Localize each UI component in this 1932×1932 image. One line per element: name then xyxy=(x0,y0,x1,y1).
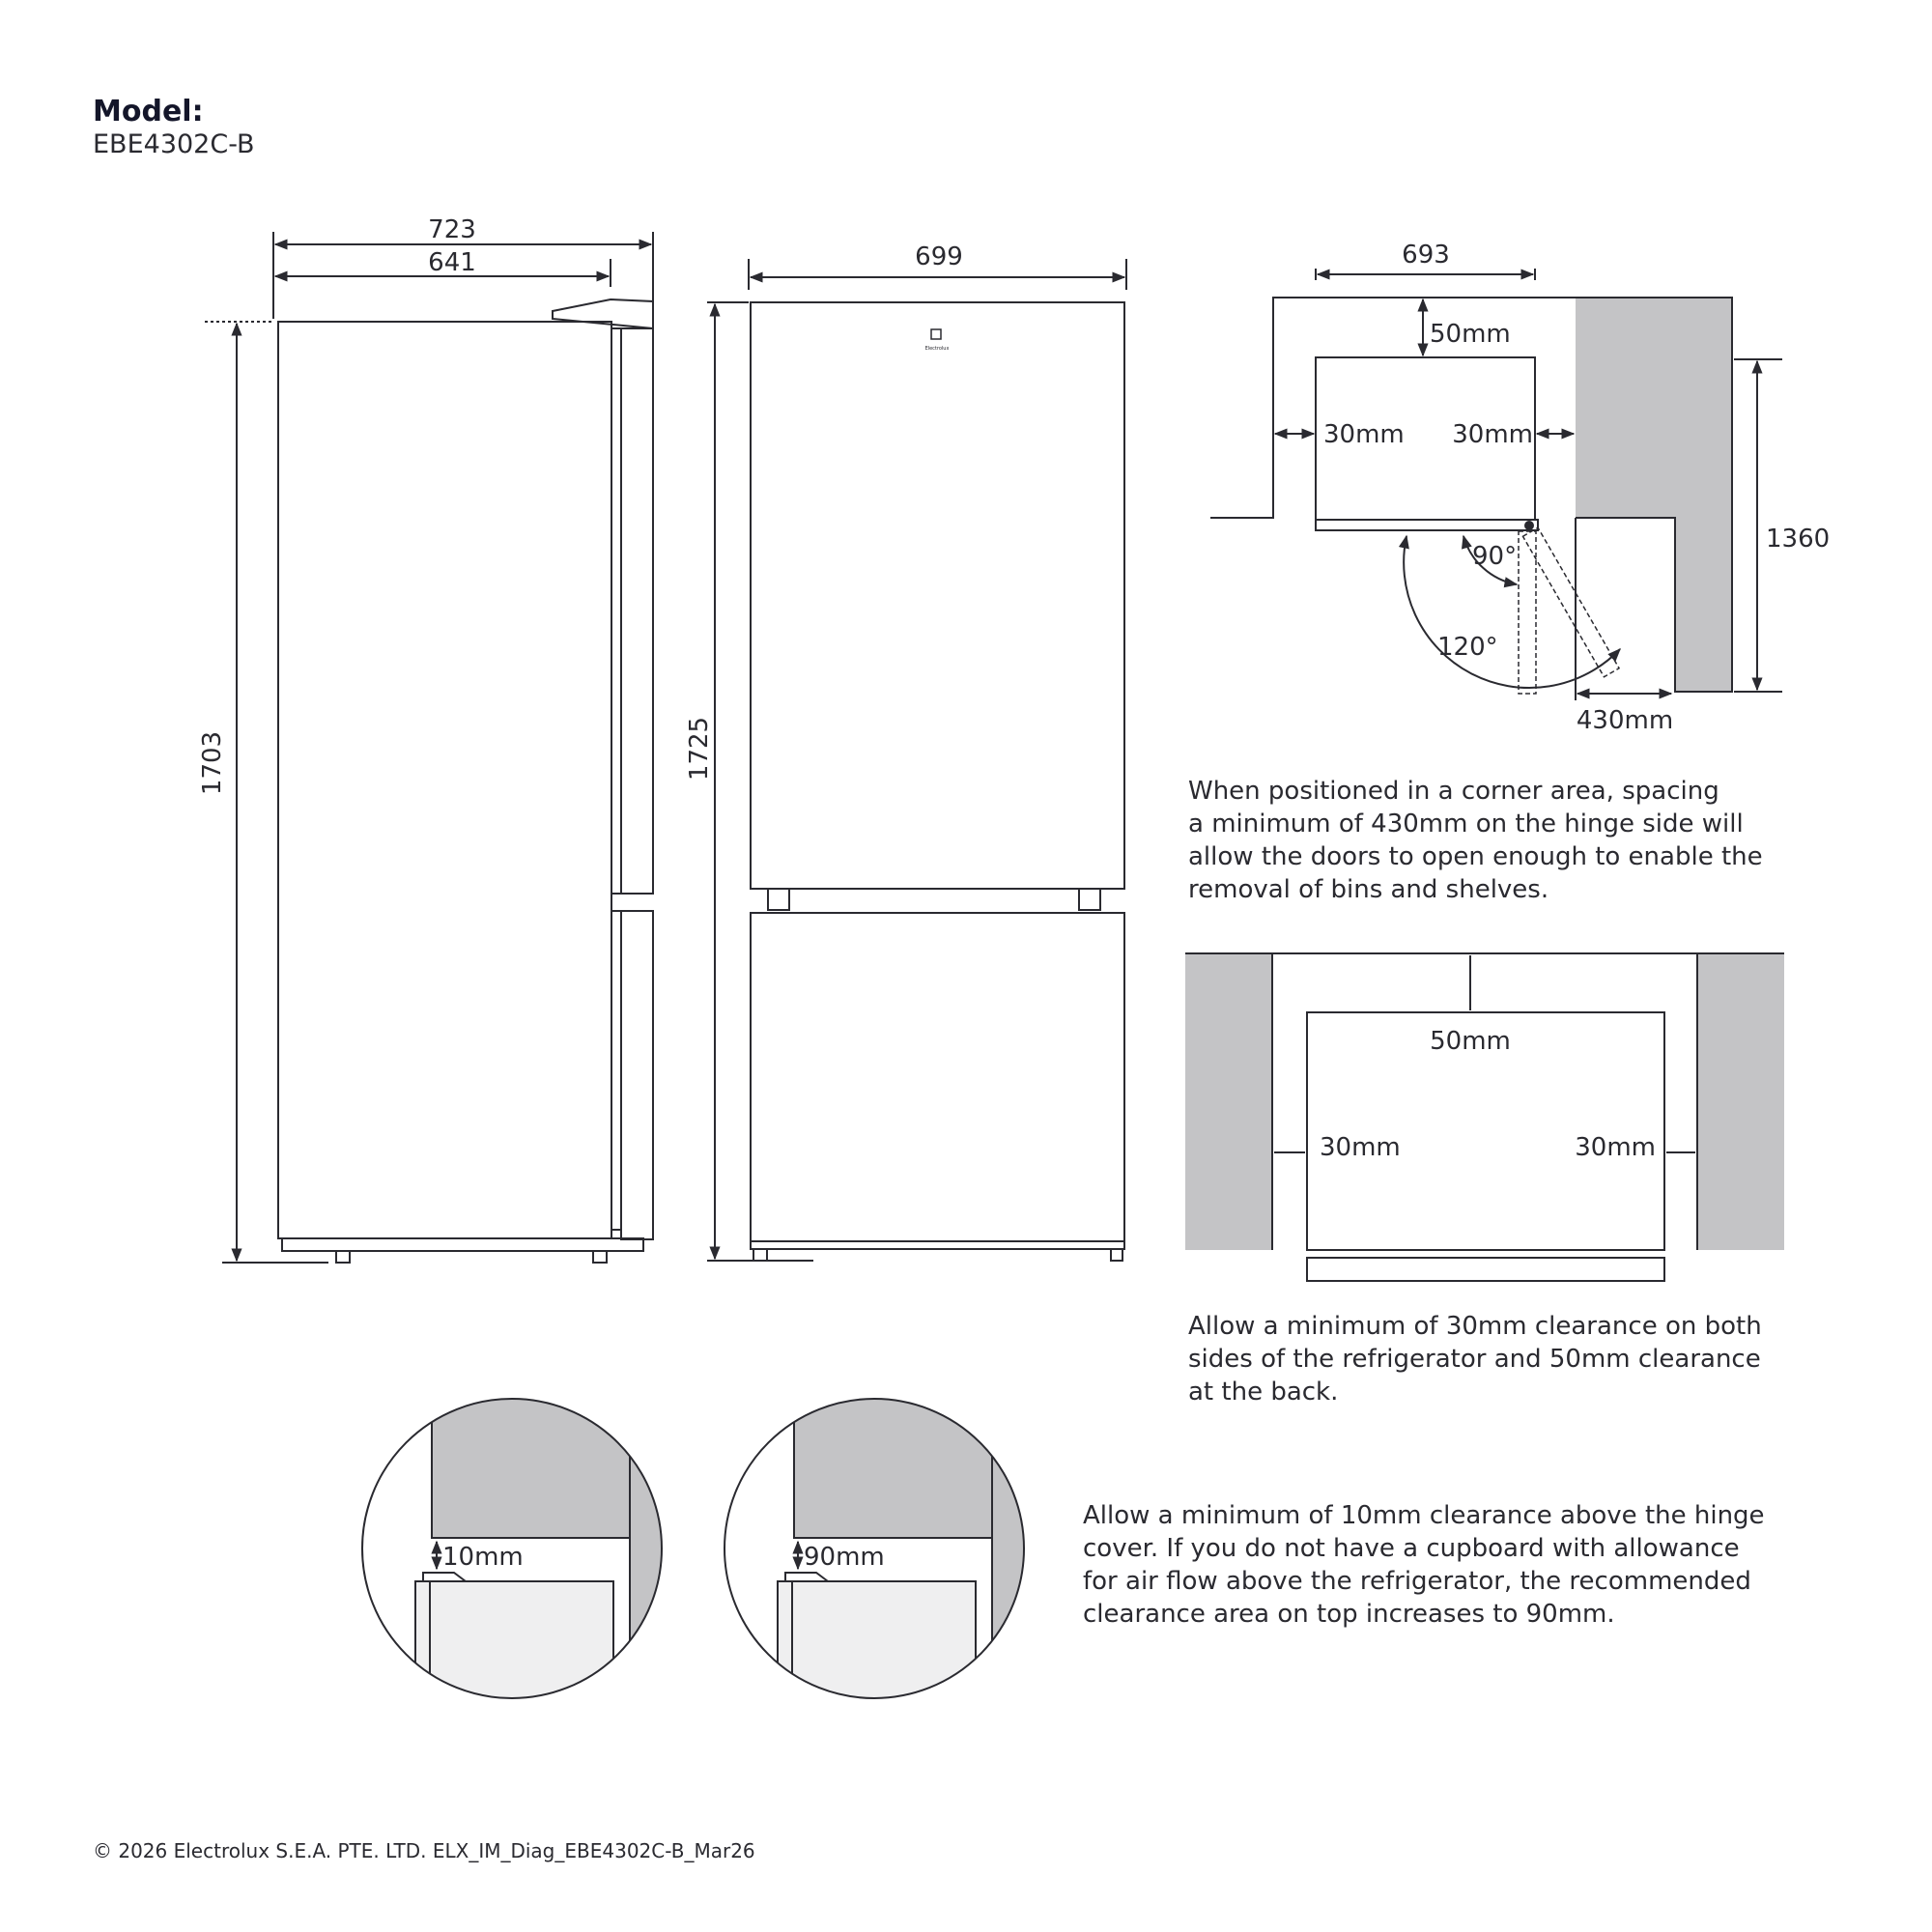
footer-copyright: © 2026 Electrolux S.E.A. PTE. LTD. ELX_IM_Diag_EBE4302C-B_Mar26 xyxy=(93,1839,755,1862)
front-height: 1725 xyxy=(685,716,714,781)
corner-note-line: allow the doors to open enough to enable the xyxy=(1188,842,1763,871)
clearance-right: 30mm xyxy=(1575,1133,1656,1162)
top-clearance-note xyxy=(1083,1499,1778,1631)
top-note-line: clearance area on top increases to 90mm. xyxy=(1083,1600,1615,1629)
corner-note xyxy=(1188,775,1768,906)
side-width-overall: 723 xyxy=(428,215,476,244)
top-clearance-90mm-label: 90mm xyxy=(804,1543,885,1572)
corner-note-line: When positioned in a corner area, spacing xyxy=(1188,777,1719,806)
angle-120: 120° xyxy=(1437,633,1498,662)
corner-width: 693 xyxy=(1402,241,1450,270)
side-width-body: 641 xyxy=(428,248,476,277)
clearance-back: 50mm xyxy=(1430,1027,1511,1056)
angle-90: 90° xyxy=(1472,542,1518,571)
side-height: 1703 xyxy=(198,730,227,796)
clearance-note-line: at the back. xyxy=(1188,1378,1339,1406)
top-note-line: for air flow above the refrigerator, the recommended xyxy=(1083,1567,1751,1596)
top-note-line: cover. If you do not have a cupboard with allowance xyxy=(1083,1534,1740,1563)
hinge-side-clearance: 430mm xyxy=(1576,706,1674,735)
corner-back-clearance: 50mm xyxy=(1430,320,1511,349)
corner-right-clearance: 30mm xyxy=(1452,420,1533,449)
clearance-note xyxy=(1188,1310,1768,1408)
front-logo-text: Electrolux xyxy=(924,346,950,352)
front-view xyxy=(707,259,1126,1261)
front-width: 699 xyxy=(915,242,963,271)
corner-left-clearance: 30mm xyxy=(1323,420,1405,449)
corner-note-line: removal of bins and shelves. xyxy=(1188,875,1549,904)
clearance-left: 30mm xyxy=(1320,1133,1401,1162)
top-note-line: Allow a minimum of 10mm clearance above the hinge xyxy=(1083,1501,1765,1530)
top-clearance-10mm-label: 10mm xyxy=(442,1543,524,1572)
model-label: Model: xyxy=(93,95,204,128)
side-view xyxy=(205,232,653,1263)
model-number: EBE4302C-B xyxy=(93,129,255,159)
wall-height: 1360 xyxy=(1766,525,1831,554)
corner-note-line: a minimum of 430mm on the hinge side will xyxy=(1188,810,1744,838)
clearance-diagram xyxy=(1185,953,1784,1281)
clearance-note-line: Allow a minimum of 30mm clearance on both xyxy=(1188,1312,1762,1341)
clearance-note-line: sides of the refrigerator and 50mm clearance xyxy=(1188,1345,1761,1374)
